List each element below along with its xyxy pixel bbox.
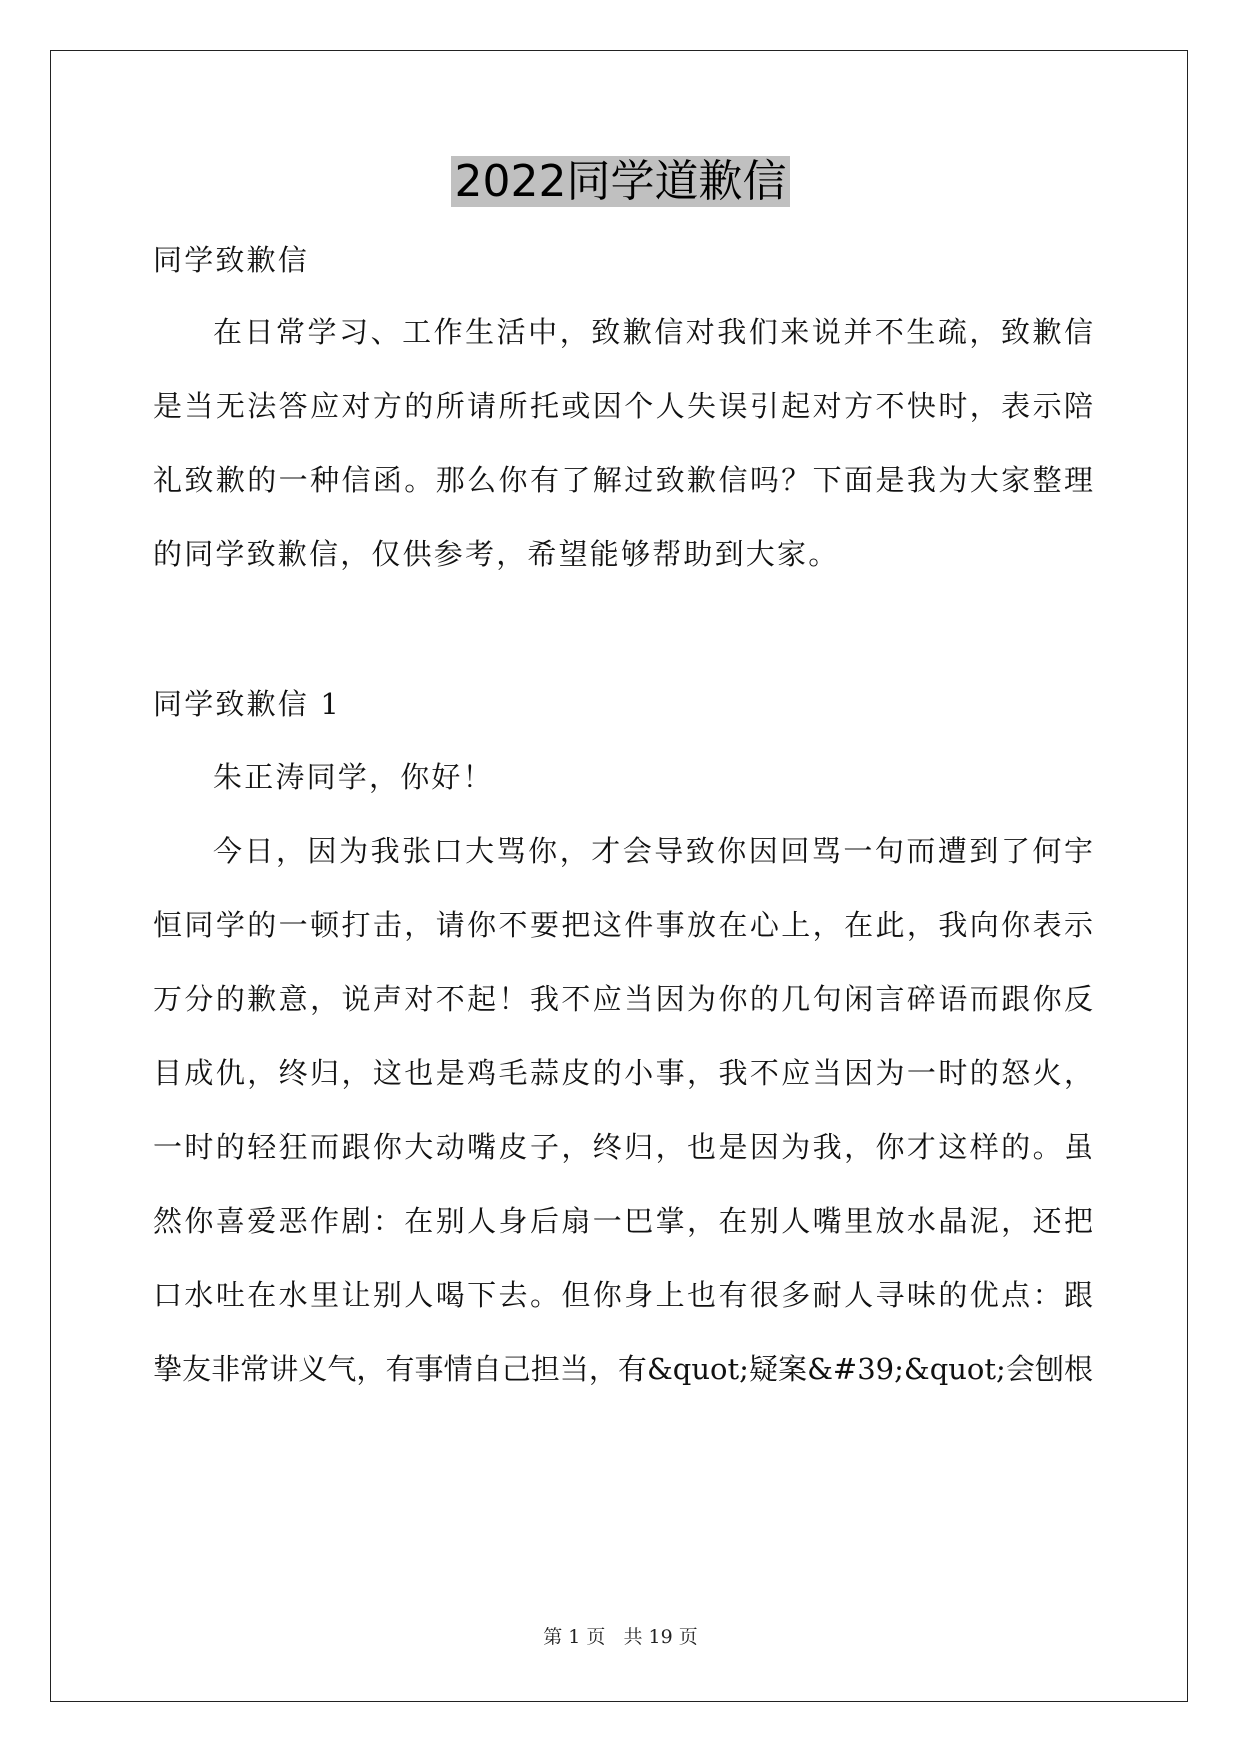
paragraph-line: 目成仇，终归，这也是鸡毛蒜皮的小事，我不应当因为一时的怒火， <box>153 1056 1093 1090</box>
paragraph-line: 在日常学习、工作生活中，致歉信对我们来说并不生疏，致歉信 <box>213 315 1093 349</box>
paragraph-line: 一时的轻狂而跟你大动嘴皮子，终归，也是因为我，你才这样的。虽 <box>153 1130 1093 1164</box>
paragraph-line: 口水吐在水里让别人喝下去。但你身上也有很多耐人寻味的优点：跟 <box>153 1278 1093 1312</box>
greeting-line: 朱正涛同学，你好！ <box>213 760 494 794</box>
paragraph-line: 是当无法答应对方的所请所托或因个人失误引起对方不快时，表示陪 <box>153 389 1093 423</box>
page-footer: 第 1 页 共 19 页 <box>543 1626 698 1648</box>
paragraph-line: 挚友非常讲义气，有事情自己担当，有&quot;疑案&#39;&quot;会刨根 <box>153 1352 1093 1386</box>
paragraph-line: 礼致歉的一种信函。那么你有了解过致歉信吗？下面是我为大家整理 <box>153 463 1093 497</box>
paragraph-line: 恒同学的一顿打击，请你不要把这件事放在心上，在此，我向你表示 <box>153 908 1093 942</box>
paragraph-line: 万分的歉意，说声对不起！我不应当因为你的几句闲言碎语而跟你反 <box>153 982 1093 1016</box>
paragraph-line: 然你喜爱恶作剧：在别人身后扇一巴掌，在别人嘴里放水晶泥，还把 <box>153 1204 1093 1238</box>
section-heading: 同学致歉信 1 <box>153 687 342 721</box>
paragraph-line: 的同学致歉信，仅供参考，希望能够帮助到大家。 <box>153 537 840 571</box>
page-border <box>50 50 1188 1702</box>
document-title: 2022同学道歉信 <box>0 150 1241 214</box>
section-heading: 同学致歉信 <box>153 243 310 277</box>
paragraph-line: 今日，因为我张口大骂你，才会导致你因回骂一句而遭到了何宇 <box>213 834 1093 868</box>
